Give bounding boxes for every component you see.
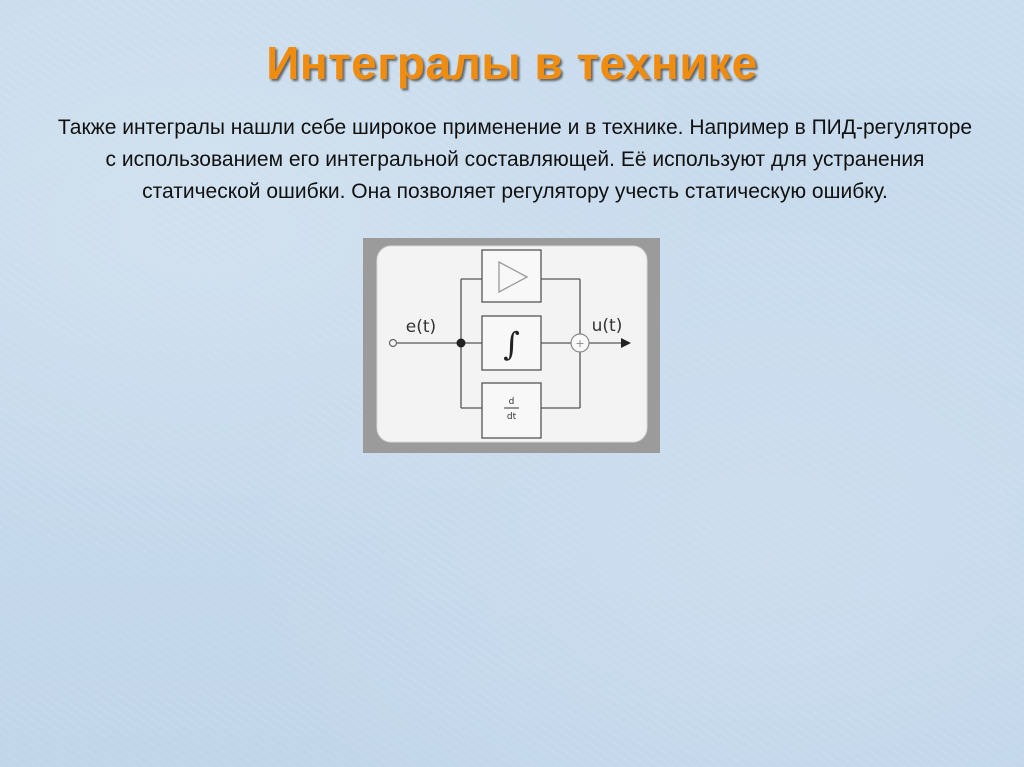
derivative-denominator: dt xyxy=(506,412,517,422)
pid-diagram-svg xyxy=(363,238,660,453)
pid-controller-diagram xyxy=(363,238,660,453)
derivative-numerator: d xyxy=(508,397,515,407)
output-label: u(t) xyxy=(591,316,623,336)
sum-symbol: + xyxy=(575,337,585,350)
input-terminal-icon xyxy=(390,340,397,347)
branch-point-icon xyxy=(457,339,466,348)
integral-symbol: ∫ xyxy=(503,325,520,363)
slide-title: Интегралы в технике xyxy=(266,37,758,89)
derivative-block xyxy=(482,383,541,438)
input-label: e(t) xyxy=(405,317,437,337)
proportional-block xyxy=(482,250,541,302)
slide-paragraph: Также интегралы нашли себе широкое применение и в технике. Например в ПИД-регуляторе с использованием его интегральной составляющей. Её используют для устранения статической ошибки. Она позволяет регулятору учесть статическую ошибку. xyxy=(57,116,973,203)
